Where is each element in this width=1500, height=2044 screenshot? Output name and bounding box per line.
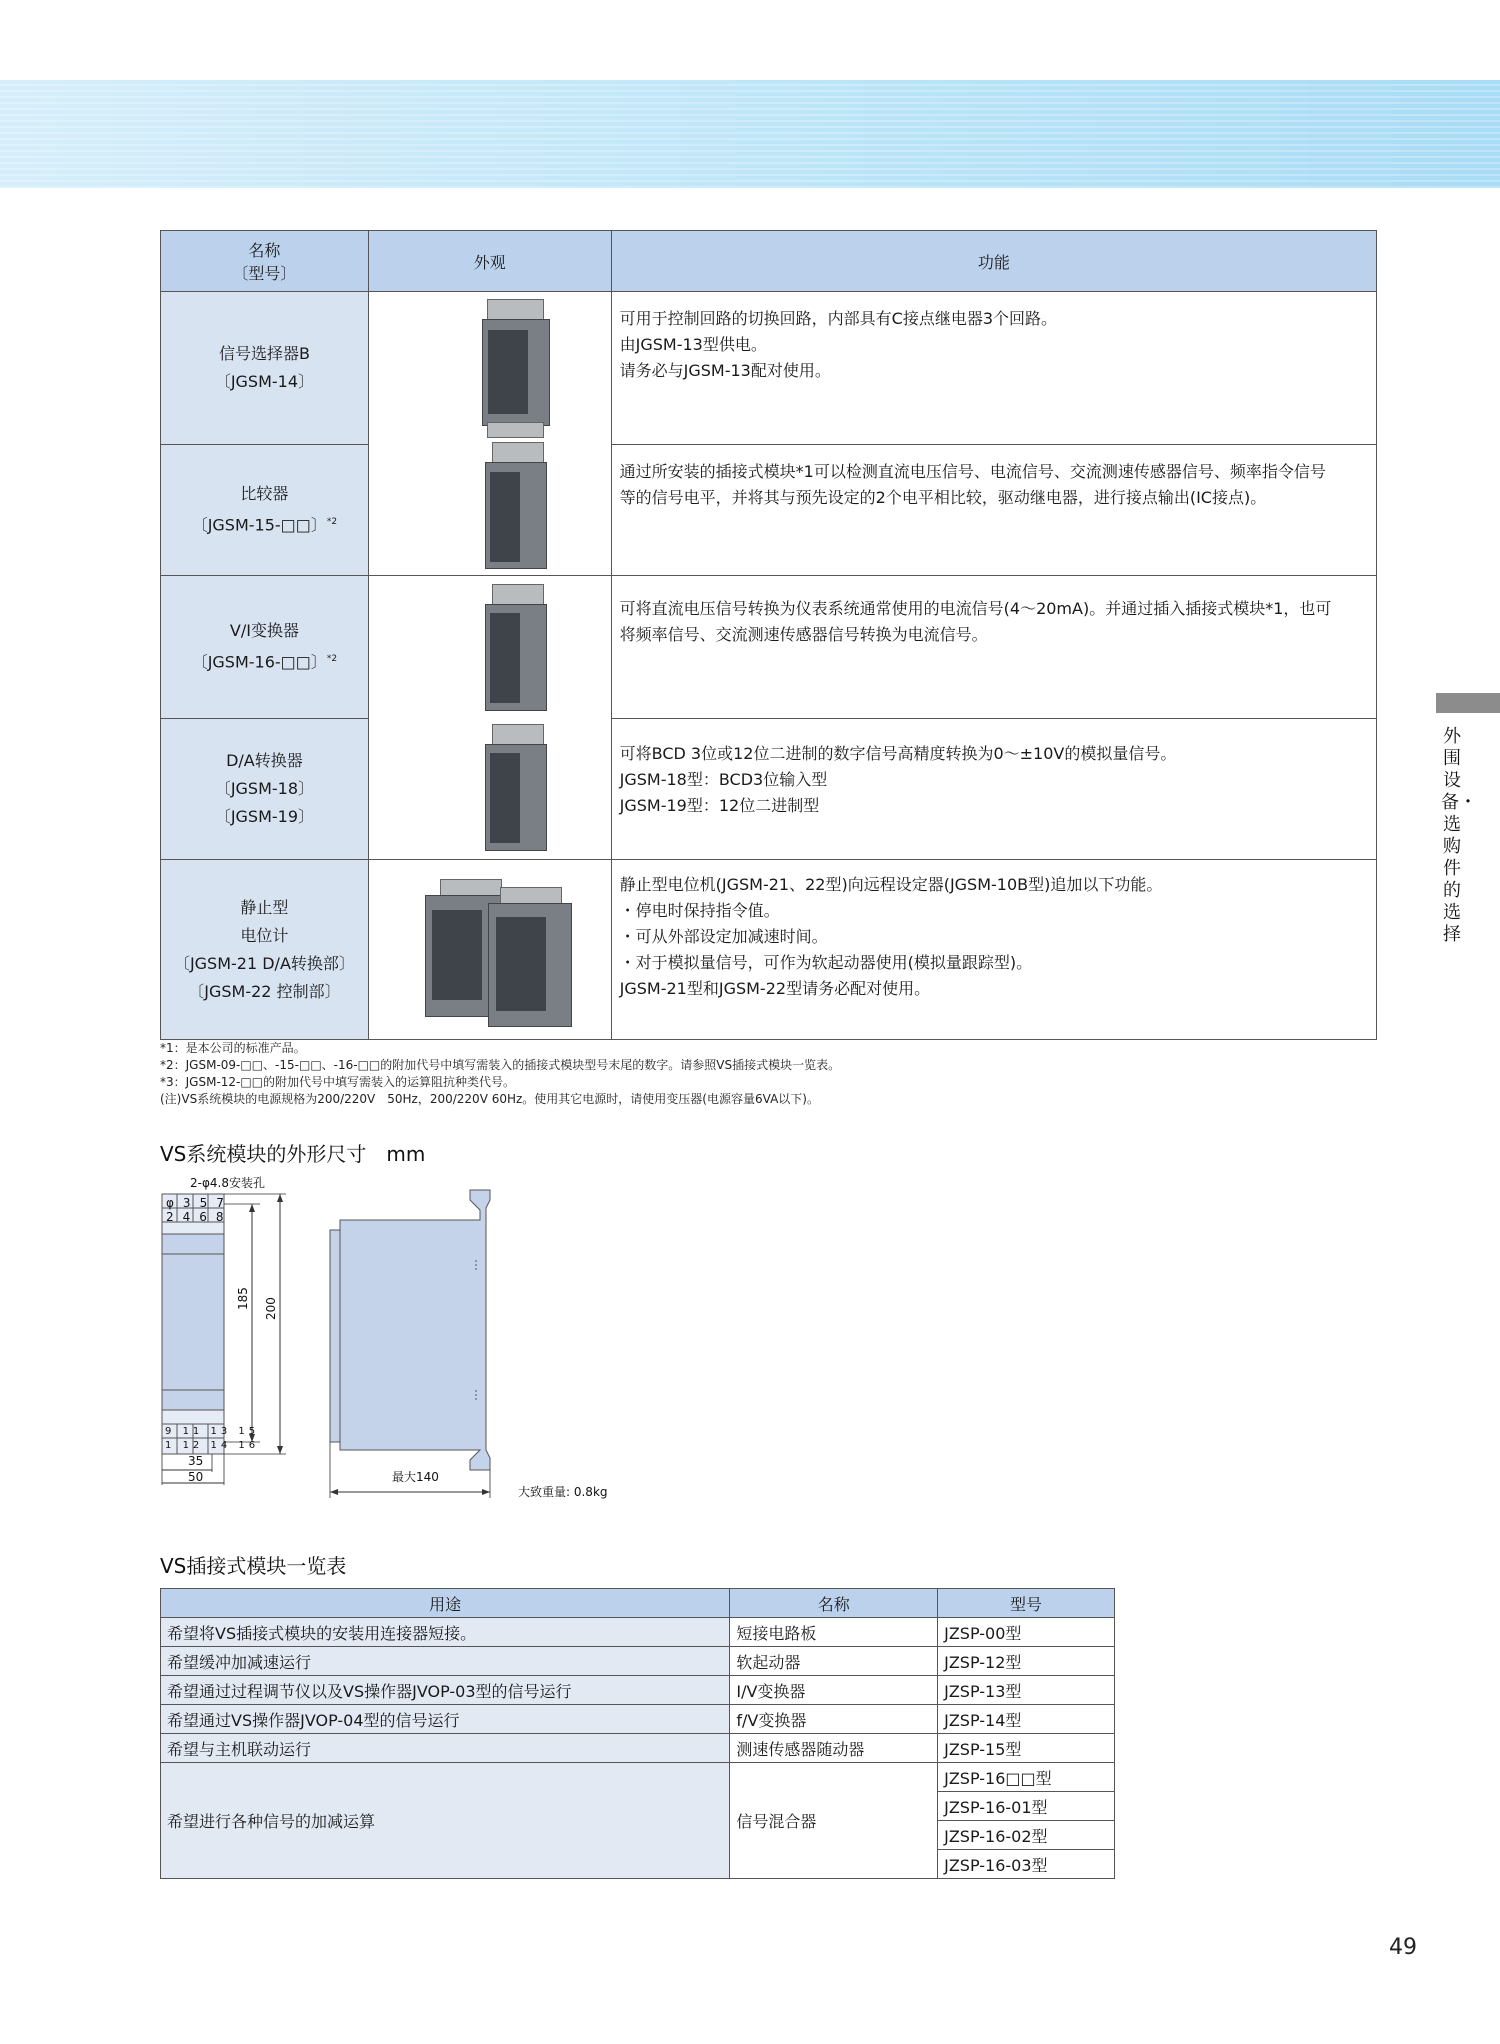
product-function-cell: 通过所安装的插接式模块*1可以检测直流电压信号、电流信号、交流测速传感器信号、频率指令信号 等的信号电平，并将其与预先设定的2个电平相比较，驱动继电器，进行接点输出(IC接点)。 bbox=[611, 445, 1376, 576]
module-list-table bbox=[160, 1588, 1115, 1879]
product-row-jgsm16 bbox=[161, 576, 1377, 719]
footnote-3: *3：JGSM-12-□□的附加代号中填写需装入的运算阻抗种类代号。 bbox=[160, 1075, 516, 1089]
bottom-terminal-row2: 1 12 14 16 bbox=[165, 1440, 260, 1451]
product-function-cell: 静止型电位机(JGSM-21、22型)向远程设定器(JGSM-10B型)追加以下功能。 ・停电时保持指令值。 ・可从外部设定加减速时间。 ・对于模拟量信号，可作为软起动器使用(模拟量跟踪型)。 JGSM-21型和JGSM-22型请务必配对使用。 bbox=[611, 860, 1376, 1040]
product-row-jgsm18-19 bbox=[161, 719, 1377, 860]
dim-50-label: 50 bbox=[188, 1470, 204, 1484]
header-model: 型号 bbox=[938, 1589, 1115, 1618]
table-row: 希望将VS插接式模块的安装用连接器短接。 短接电路板 JZSP-00型 bbox=[161, 1618, 1115, 1647]
table-row: 希望与主机联动运行 测速传感器随动器 JZSP-15型 bbox=[161, 1734, 1115, 1763]
product-image-cell bbox=[368, 292, 611, 576]
dim-200-label: 200 bbox=[264, 1297, 278, 1320]
table-row: 希望通过过程调节仪以及VS操作器JVOP-03型的信号运行 I/V变换器 JZSP-13型 bbox=[161, 1676, 1115, 1705]
footnote-1: *1：是本公司的标准产品。 bbox=[160, 1041, 306, 1055]
dim-35-label: 35 bbox=[188, 1454, 204, 1468]
header-module-name: 名称 bbox=[730, 1589, 938, 1618]
product-image-cell bbox=[368, 576, 611, 860]
table-row: 希望通过VS操作器JVOP-04型的信号运行 f/V变换器 JZSP-14型 bbox=[161, 1705, 1115, 1734]
product-name-cell: D/A转换器 〔JGSM-18〕 〔JGSM-19〕 bbox=[161, 719, 369, 860]
table-row: 希望缓冲加减速运行 软起动器 JZSP-12型 bbox=[161, 1647, 1115, 1676]
dimensions-title: VS系统模块的外形尺寸 mm bbox=[160, 1142, 426, 1166]
dimension-drawing bbox=[150, 1180, 650, 1500]
product-row-jgsm15 bbox=[161, 445, 1377, 576]
side-tab-marker bbox=[1436, 693, 1500, 713]
product-function-cell: 可用于控制回路的切换回路，内部具有C接点继电器3个回路。 由JGSM-13型供电。 请务必与JGSM-13配对使用。 bbox=[611, 292, 1376, 445]
dim-185-label: 185 bbox=[236, 1287, 250, 1310]
product-function-cell: 可将直流电压信号转换为仪表系统通常使用的电流信号(4～20mA)。并通过插入插接式模块*1，也可 将频率信号、交流测速传感器信号转换为电流信号。 bbox=[611, 576, 1376, 719]
table-row: JZSP-16-03型 bbox=[161, 1850, 1115, 1879]
top-terminal-row2: 2468 bbox=[166, 1210, 233, 1224]
product-row-jgsm14 bbox=[161, 292, 1377, 445]
header-banner bbox=[0, 80, 1500, 188]
module-list-header bbox=[161, 1589, 1115, 1618]
footnotes bbox=[160, 1040, 840, 1108]
dim-max140-label: 最大140 bbox=[392, 1470, 439, 1484]
header-name: 名称 〔型号〕 bbox=[161, 231, 369, 292]
product-function-cell: 可将BCD 3位或12位二进制的数字信号高精度转换为0～±10V的模拟量信号。 JGSM-18型：BCD3位输入型 JGSM-19型：12位二进制型 bbox=[611, 719, 1376, 860]
product-name-cell: V/I变换器 〔JGSM-16-□□〕$^{*2}$ bbox=[161, 576, 369, 719]
footnote-note: (注)VS系统模块的电源规格为200/220V 50Hz，200/220V 60Hz。使用其它电源时，请使用变压器(电源容量6VA以下)。 bbox=[160, 1092, 819, 1106]
product-name-cell: 静止型 电位计 〔JGSM-21 D/A转换部〕 〔JGSM-22 控制部〕 bbox=[161, 860, 369, 1040]
product-table bbox=[160, 230, 1377, 1040]
side-tab-label: 外围设备・选购件的选择 bbox=[1441, 726, 1477, 945]
product-name-cell: 信号选择器B 〔JGSM-14〕 bbox=[161, 292, 369, 445]
footnote-2: *2：JGSM-09-□□、-15-□□、-16-□□的附加代号中填写需装入的插接式模块型号末尾的数字。请参照VS插接式模块一览表。 bbox=[160, 1058, 841, 1072]
bottom-terminal-row1: 9 11 13 15 bbox=[165, 1426, 260, 1437]
table-row: JZSP-16-01型 bbox=[161, 1792, 1115, 1821]
product-row-jgsm21-22 bbox=[161, 860, 1377, 1040]
table-row: JZSP-16-02型 bbox=[161, 1821, 1115, 1850]
header-function: 功能 bbox=[611, 231, 1376, 292]
weight-label: 大致重量: 0.8kg bbox=[518, 1485, 608, 1499]
header-purpose: 用途 bbox=[161, 1589, 730, 1618]
product-image-cell bbox=[368, 860, 611, 1040]
product-table-header bbox=[161, 231, 1377, 292]
module-list-title: VS插接式模块一览表 bbox=[160, 1554, 347, 1578]
header-appearance: 外观 bbox=[368, 231, 611, 292]
page-number: 49 bbox=[1389, 1935, 1417, 1960]
product-image-static-potentiometer bbox=[370, 865, 610, 1035]
product-name-cell: 比较器 〔JGSM-15-□□〕$^{*2}$ bbox=[161, 445, 369, 576]
mount-hole-label: 2-φ4.8安装孔 bbox=[190, 1176, 265, 1190]
table-row: 希望进行各种信号的加减运算 信号混合器 JZSP-16□□型 bbox=[161, 1763, 1115, 1792]
top-terminal-row1: φ357 bbox=[166, 1196, 233, 1210]
